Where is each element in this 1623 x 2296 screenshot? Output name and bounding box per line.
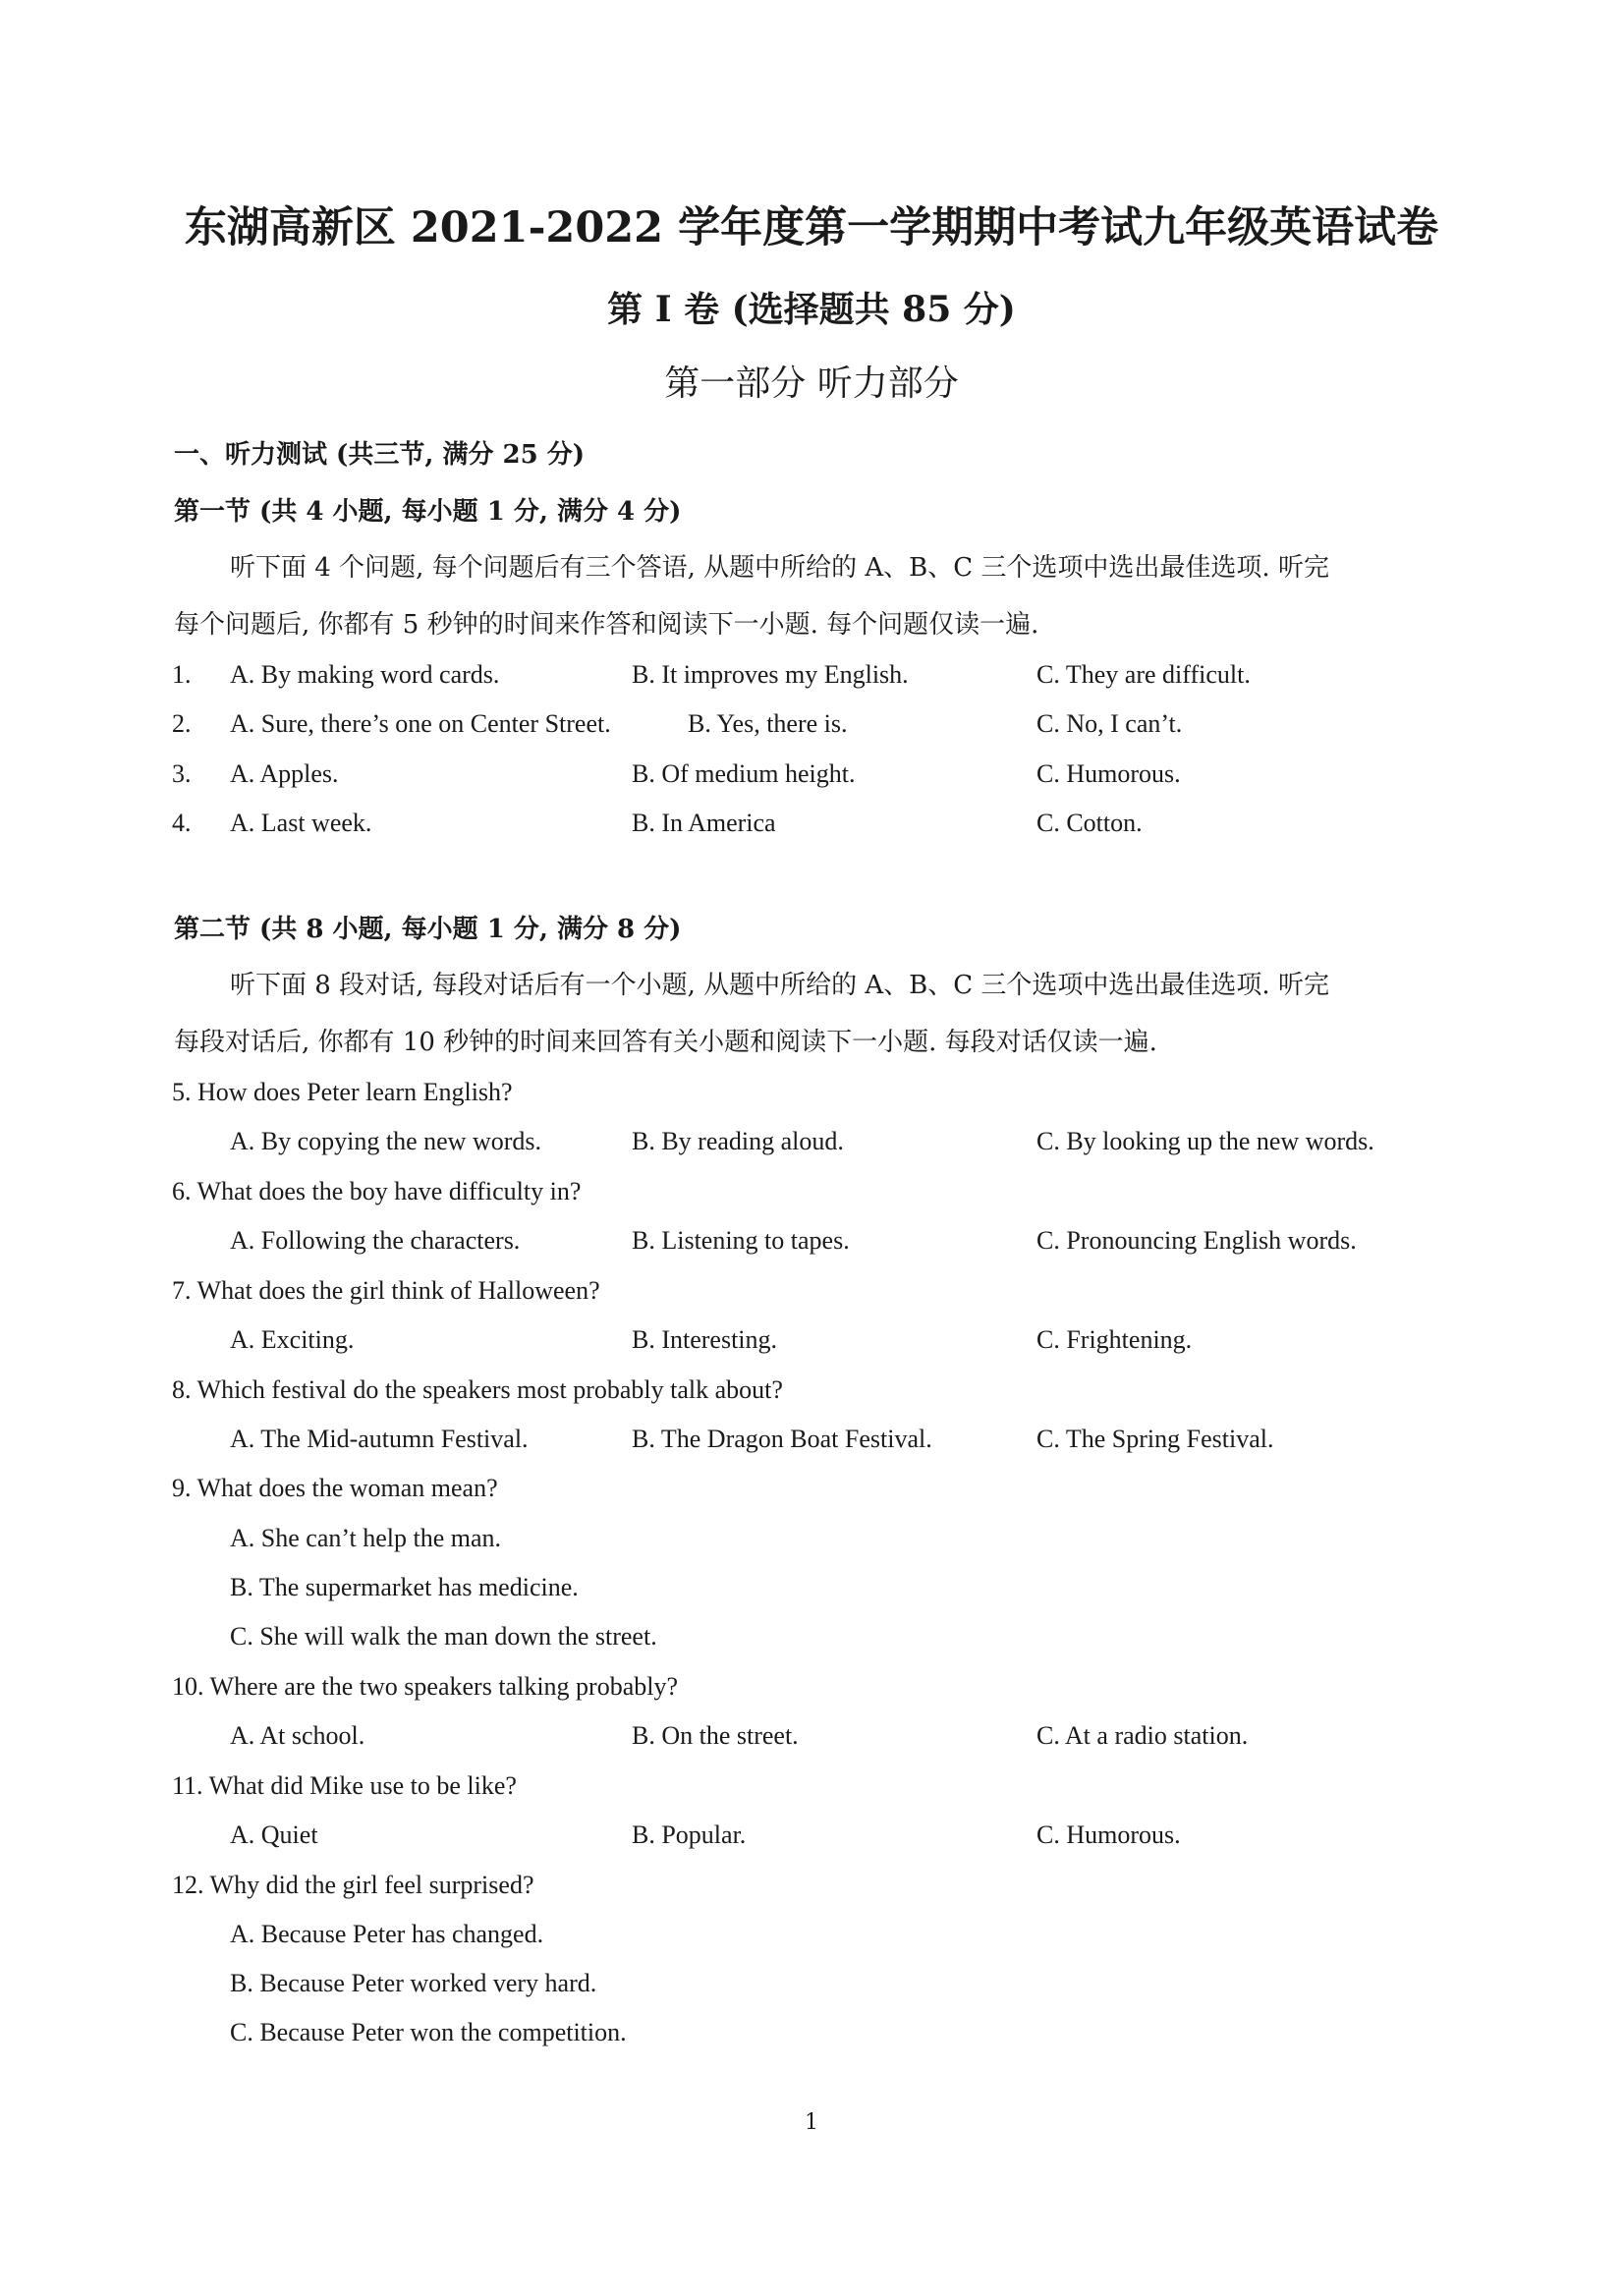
part2-instruction-line2: 每段对话后, 你都有 10 秒钟的时间来回答有关小题和阅读下一小题. 每段对话仅读一遍. [174,1028,1157,1057]
option-b: B. In America [632,809,776,837]
part1-instruction-line2: 每个问题后, 你都有 5 秒钟的时间来作答和阅读下一小题. 每个问题仅读一遍. [174,610,1039,640]
option-c: C. Cotton. [1036,809,1143,837]
option-a: A. Quiet [230,1820,318,1849]
option-a: A. By making word cards. [230,660,500,689]
option-b: B. Yes, there is. [688,709,848,738]
option-a: A. Sure, there’s one on Center Street. [230,709,611,738]
option-b: B. Listening to tapes. [632,1226,850,1255]
option-c: C. Humorous. [1036,759,1181,788]
option-a: A. By copying the new words. [230,1127,542,1155]
option-c: C. Humorous. [1036,1820,1181,1849]
option-b: B. Popular. [632,1820,747,1849]
option-c: C. By looking up the new words. [1036,1127,1374,1155]
option-b: B. Interesting. [632,1325,778,1354]
question-stem: 5. How does Peter learn English? [172,1078,513,1106]
option-b: B. By reading aloud. [632,1127,844,1155]
option-c: C. Pronouncing English words. [1036,1226,1357,1255]
question-stem: 11. What did Mike use to be like? [172,1771,517,1800]
question-stem: 8. Which festival do the speakers most probably talk about? [172,1375,783,1404]
section-heading: 一、听力测试 (共三节, 满分 25 分) [174,440,586,470]
option-a: A. Apples. [230,759,339,788]
option-a: A. Exciting. [230,1325,355,1354]
option-a: A. The Mid-autumn Festival. [230,1425,529,1453]
option-a: A. Following the characters. [230,1226,521,1255]
option-c: C. They are difficult. [1036,660,1251,689]
part1-instruction-line1: 听下面 4 个问题, 每个问题后有三个答语, 从题中所给的 A、B、C 三个选项中选出最佳选项. 听完 [230,553,1329,583]
question-stem: 7. What does the girl think of Halloween? [172,1276,600,1305]
item-number: 2. [172,709,192,738]
option-c: C. The Spring Festival. [1036,1425,1274,1453]
page-title: 东湖高新区 2021-2022 学年度第一学期期中考试九年级英语试卷 [184,203,1439,252]
option-b: B. The Dragon Boat Festival. [632,1425,932,1453]
page-number: 1 [805,2110,818,2135]
item-number: 1. [172,660,192,689]
option-c: C. Frightening. [1036,1325,1193,1354]
option-a: A. At school. [230,1721,365,1750]
item-number: 3. [172,759,192,788]
question-stem: 10. Where are the two speakers talking probably? [172,1672,678,1701]
question-stem: 9. What does the woman mean? [172,1474,498,1502]
option-c: C. She will walk the man down the street. [230,1622,657,1651]
question-stem: 12. Why did the girl feel surprised? [172,1871,534,1899]
option-a: A. Because Peter has changed. [230,1920,544,1948]
part-subtitle: 第一部分 听力部分 [664,364,959,404]
part2-heading: 第二节 (共 8 小题, 每小题 1 分, 满分 8 分) [174,915,682,944]
option-c: C. Because Peter won the competition. [230,2018,627,2046]
part1-heading: 第一节 (共 4 小题, 每小题 1 分, 满分 4 分) [174,497,682,527]
option-b: B. The supermarket has medicine. [230,1573,579,1601]
part2-instruction-line1: 听下面 8 段对话, 每段对话后有一个小题, 从题中所给的 A、B、C 三个选项中选出最佳选项. 听完 [230,971,1329,1000]
option-a: A. She can’t help the man. [230,1524,502,1552]
volume-subtitle: 第 I 卷 (选择题共 85 分) [607,289,1016,330]
option-c: C. No, I can’t. [1036,709,1183,738]
option-b: B. Because Peter worked very hard. [230,1969,597,1997]
item-number: 4. [172,809,192,837]
option-b: B. It improves my English. [632,660,909,689]
option-b: B. On the street. [632,1721,799,1750]
option-a: A. Last week. [230,809,372,837]
option-b: B. Of medium height. [632,759,856,788]
option-c: C. At a radio station. [1036,1721,1249,1750]
question-stem: 6. What does the boy have difficulty in? [172,1177,582,1205]
